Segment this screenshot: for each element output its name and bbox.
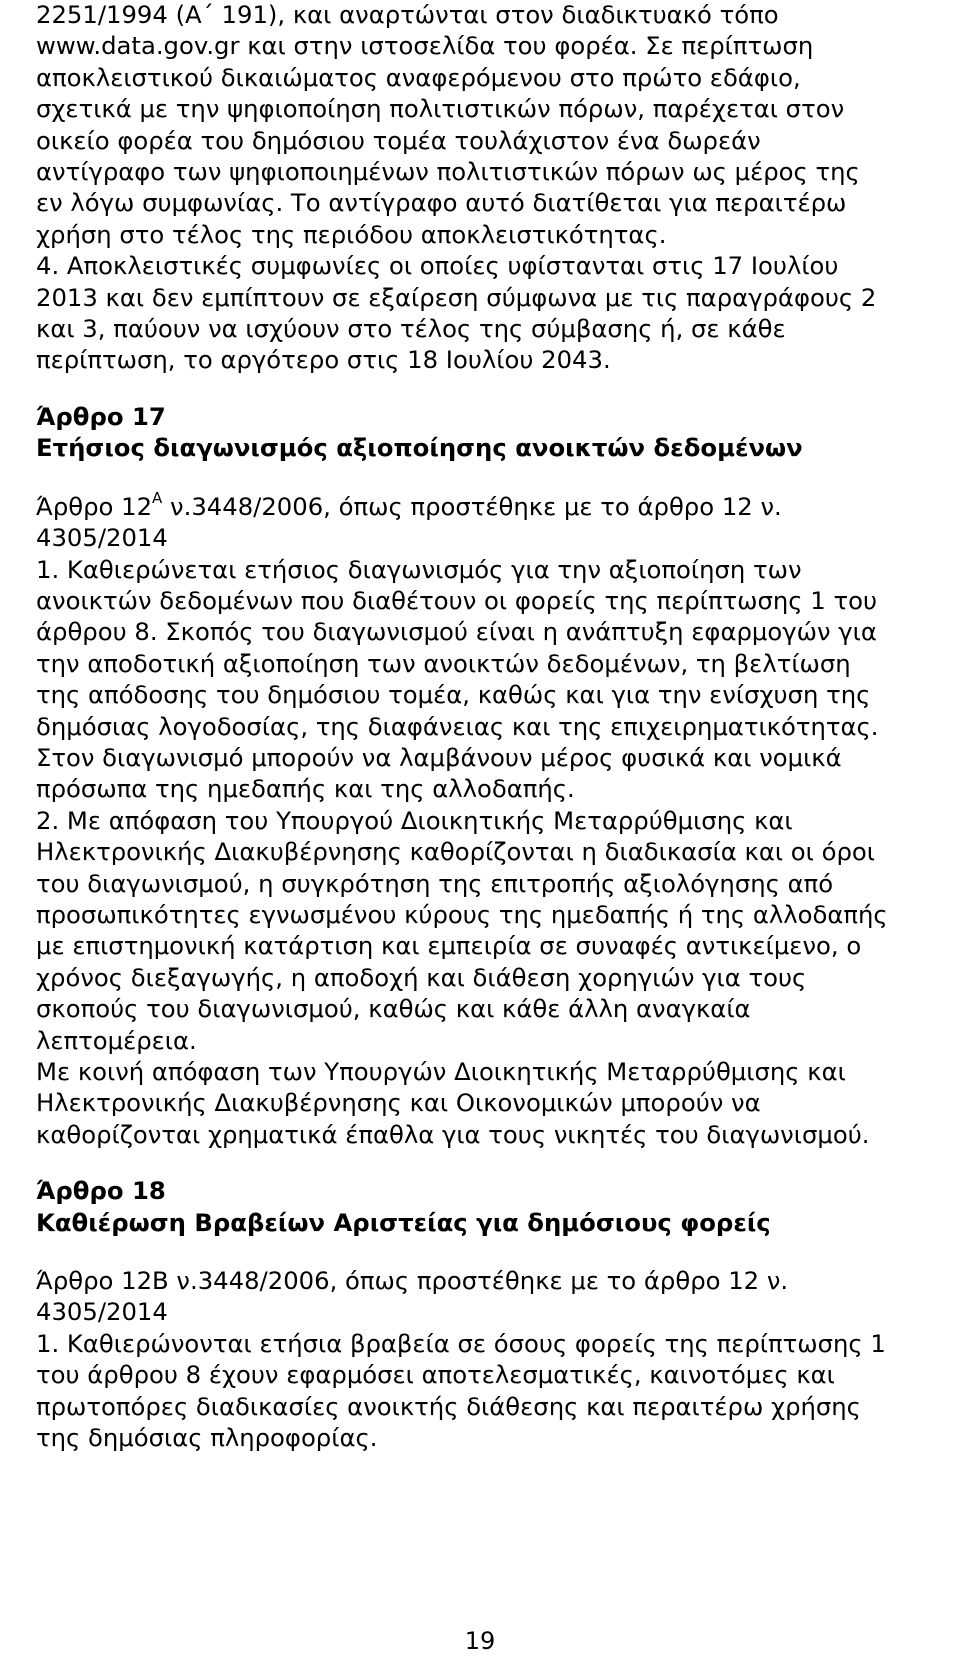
text-line: αποκλειστικού δικαιώματος αναφερόμενου στο πρώτο εδάφιο, <box>36 62 801 92</box>
article-reference: 4305/2014 <box>36 1297 168 1327</box>
article-number: Άρθρο 18 <box>36 1176 166 1206</box>
text-line: άρθρου 8. Σκοπός του διαγωνισμού είναι η ανάπτυξη εφαρμογών για <box>36 617 877 647</box>
article-number: Άρθρο 17 <box>36 401 166 431</box>
text-line: του διαγωνισμού, η συγκρότηση της επιτροπής αξιολόγησης από <box>36 868 834 898</box>
text-line: χρήση στο τέλος της περιόδου αποκλειστικότητας. <box>36 219 667 249</box>
article-title: Καθιέρωση Βραβείων Αριστείας για δημόσιους φορείς <box>36 1207 771 1237</box>
text-line: 2. Με απόφαση του Υπουργού Διοικητικής Μεταρρύθμισης και <box>36 805 793 835</box>
text-line: Με κοινή απόφαση των Υπουργών Διοικητικής Μεταρρύθμισης και <box>36 1057 846 1086</box>
article-reference: Άρθρο 12Β ν.3448/2006, όπως προστέθηκε με το άρθρο 12 ν. <box>36 1266 789 1296</box>
text-line: 2013 και δεν εμπίπτουν σε εξαίρεση σύμφωνα με τις παραγράφους 2 <box>36 282 877 312</box>
text-line: και 3, παύουν να ισχύουν στο τέλος της σύμβασης ή, σε κάθε <box>36 314 786 344</box>
text-line: πρόσωπα της ημεδαπής και της αλλοδαπής. <box>36 774 575 804</box>
text-line: καθορίζονται χρηματικά έπαθλα για τους νικητές του διαγωνισμού. <box>36 1119 870 1149</box>
article-reference: 4305/2014 <box>36 523 168 553</box>
document-page <box>36 0 941 1453</box>
text-line: Ηλεκτρονικής Διακυβέρνησης και Οικονομικών μπορούν να <box>36 1088 761 1118</box>
page-number: 19 <box>464 1627 496 1655</box>
text-line: 1. Καθιερώνονται ετήσια βραβεία σε όσους φορείς της περίπτωσης 1 <box>36 1328 886 1358</box>
text-line: Στον διαγωνισμό μπορούν να λαμβάνουν μέρος φυσικά και νομικά <box>36 742 842 772</box>
text-line: δημόσιας λογοδοσίας, της διαφάνειας και της επιχειρηματικότητας. <box>36 711 879 741</box>
text-line: λεπτομέρεια. <box>36 1025 197 1055</box>
text-line: της απόδοσης του δημόσιου τομέα, καθώς και για την ενίσχυση της <box>36 680 871 710</box>
text-line: σκοπούς του διαγωνισμού, καθώς και κάθε άλλη αναγκαία <box>36 994 751 1024</box>
text-line: 1. Καθιερώνεται ετήσιος διαγωνισμός για την αξιοποίηση των <box>36 554 802 584</box>
article-17 <box>36 401 941 1150</box>
text-line: εν λόγω συμφωνίας. Το αντίγραφο αυτό διατίθεται για περαιτέρω <box>36 188 847 218</box>
article-18 <box>36 1175 941 1453</box>
text-line: www.data.gov.gr και στην ιστοσελίδα του φορέα. Σε περίπτωση <box>36 31 814 61</box>
intro-paragraph <box>36 0 941 376</box>
reference-text: ν.3448/2006, όπως προστέθηκε με το άρθρο 12 ν. <box>162 491 782 521</box>
text-line: 2251/1994 (Α΄ 191), και αναρτώνται στον διαδικτυακό τόπο <box>36 0 779 29</box>
reference-text: Άρθρο 12 <box>36 491 153 521</box>
text-line: του άρθρου 8 έχουν εφαρμόσει αποτελεσματικές, καινοτόμες και <box>36 1360 835 1390</box>
text-line: προσωπικότητες εγνωσμένου κύρους της ημεδαπής ή της αλλοδαπής <box>36 899 888 929</box>
text-line: 4. Αποκλειστικές συμφωνίες οι οποίες υφίστανται στις 17 Ιουλίου <box>36 251 839 281</box>
text-line: σχετικά με την ψηφιοποίηση πολιτιστικών πόρων, παρέχεται στον <box>36 94 845 124</box>
text-line: χρόνος διεξαγωγής, η αποδοχή και διάθεση χορηγιών για τους <box>36 962 807 992</box>
text-line: την αποδοτική αξιοποίηση των ανοικτών δεδομένων, τη βελτίωση <box>36 648 851 678</box>
article-title: Ετήσιος διαγωνισμός αξιοποίησης ανοικτών δεδομένων <box>36 433 803 463</box>
text-line: αντίγραφο των ψηφιοποιημένων πολιτιστικών πόρων ως μέρος της <box>36 157 860 187</box>
article-reference <box>36 488 941 522</box>
text-line: οικείο φορέα του δημόσιου τομέα τουλάχιστον ένα δωρεάν <box>36 125 761 155</box>
text-line: Ηλεκτρονικής Διακυβέρνησης καθορίζονται η διαδικασία και οι όροι <box>36 837 875 867</box>
text-line: με επιστημονική κατάρτιση και εμπειρία σε συναφές αντικείμενο, ο <box>36 931 862 961</box>
text-line: ανοικτών δεδομένων που διαθέτουν οι φορείς της περίπτωσης 1 του <box>36 585 878 615</box>
text-line: περίπτωση, το αργότερο στις 18 Ιουλίου 2043. <box>36 345 611 375</box>
text-line: της δημόσιας πληροφορίας. <box>36 1423 378 1453</box>
reference-superscript: Α <box>152 488 163 507</box>
text-line: πρωτοπόρες διαδικασίες ανοικτής διάθεσης και περαιτέρω χρήσης <box>36 1391 861 1421</box>
